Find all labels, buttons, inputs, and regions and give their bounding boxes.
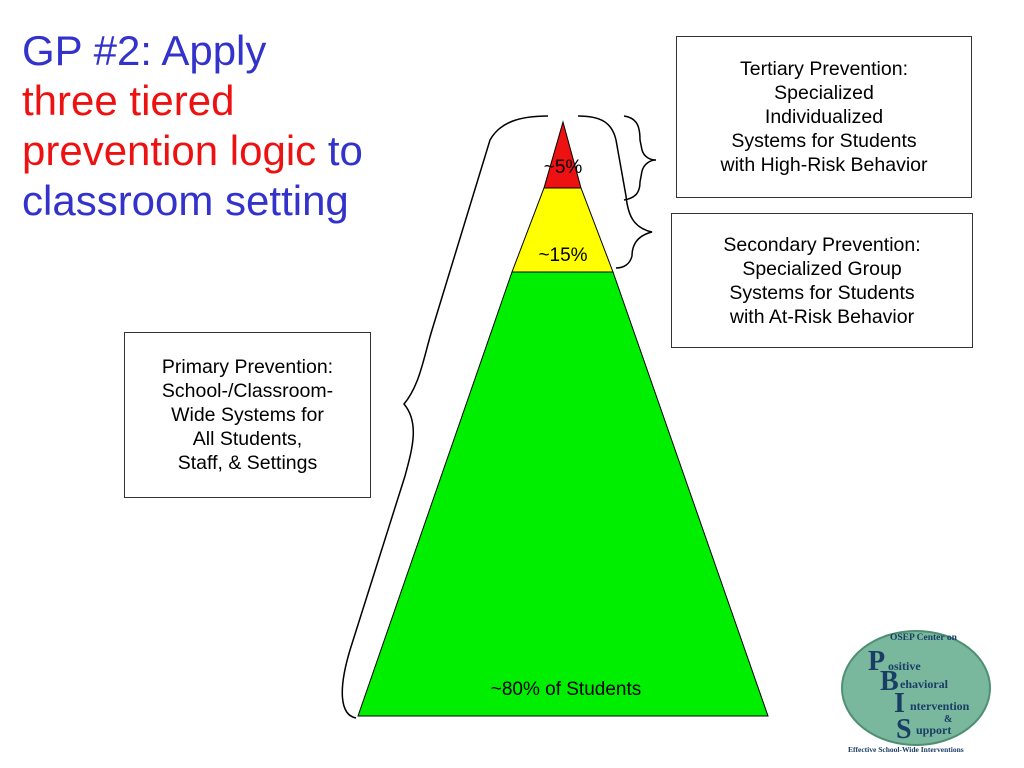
logo-header: OSEP Center on [890,633,957,643]
secondary-line: with At-Risk Behavior [729,305,915,328]
tertiary-prevention-box [676,36,972,198]
primary-line: School-/Classroom- [161,380,334,402]
secondary-line: Secondary Prevention: [723,233,921,256]
title-line-3-rest: to [316,127,363,174]
secondary-line: Systems for Students [729,281,915,304]
tertiary-line: Specialized [774,82,874,104]
logo-letter-i: I [894,688,905,719]
pyramid-tier-top [544,122,581,188]
pbis-logo [836,628,1012,756]
logo-word-positive: ositive [888,659,921,673]
logo-word-intervention: ntervention [910,699,970,713]
tertiary-line: with High-Risk Behavior [720,154,928,176]
title-line-3-highlight: prevention logic [22,127,317,174]
primary-line: Wide Systems for [171,404,324,426]
primary-prevention-box [124,332,371,498]
logo-letter-s: S [896,714,912,745]
tier-top-label: ~5% [543,157,583,178]
tertiary-line: Systems for Students [731,130,917,152]
tertiary-brace [624,116,656,200]
logo-word-behavioral: ehavioral [900,677,948,691]
logo-letter-b: B [880,666,899,697]
logo-word-support: upport [916,723,952,737]
logo-footer: Effective School-Wide Interventions [848,745,964,754]
title-line-4: classroom setting [22,177,349,224]
secondary-line: Specialized Group [742,257,902,280]
tertiary-line: Individualized [764,106,884,128]
tertiary-line: Tertiary Prevention: [740,58,908,80]
tier-bottom-label: ~80% of Students [490,679,642,700]
primary-line: Staff, & Settings [177,452,318,474]
secondary-prevention-box [671,213,973,348]
logo-ampersand: & [944,714,953,725]
primary-line: All Students, [192,428,303,450]
tier-middle-label: ~15% [538,245,588,266]
logo-letter-p: P [868,646,886,677]
title-line-2: three tiered [22,77,235,124]
primary-line: Primary Prevention: [161,356,334,378]
title-line-1: GP #2: Apply [22,27,267,74]
